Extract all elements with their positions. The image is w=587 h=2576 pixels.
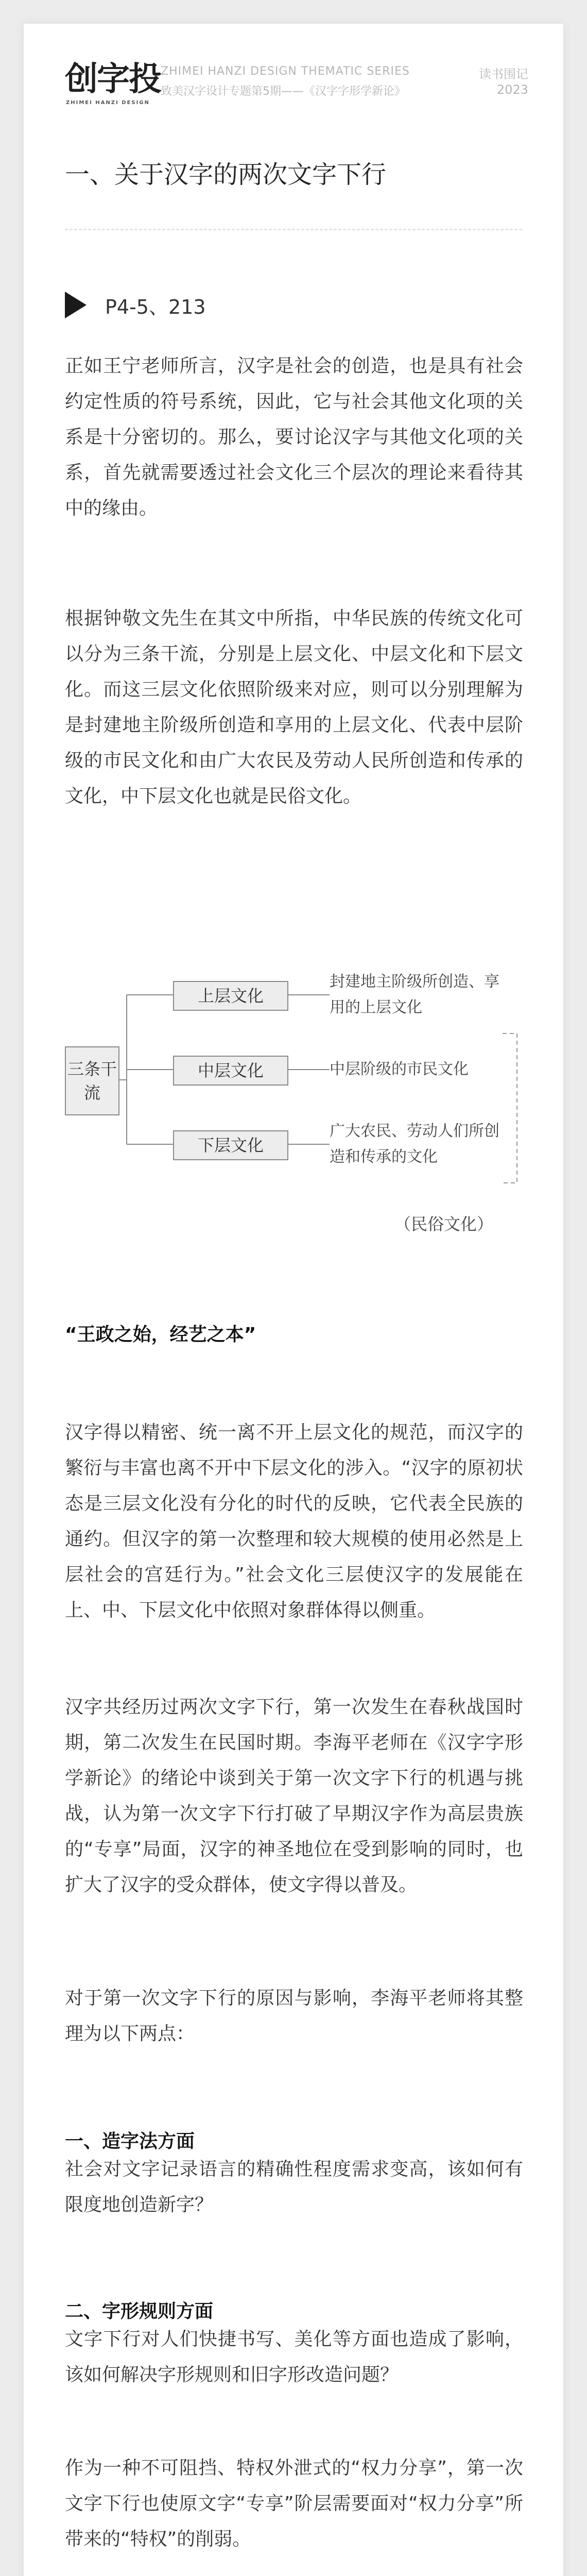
page-reference (65, 290, 206, 320)
paragraph-4: 汉字共经历过两次文字下行，第一次发生在春秋战国时期，第二次发生在民国时期。李海平老师在《汉字字形学新论》的绪论中谈到关于第一次文字下行的机遇与挑战，认为第一次文字下行打破了早期汉字作为高层贵族的“专享”局面，汉字的神圣地位在受到影响的同时，也扩大了汉字的受众群体，使文字得以普及。 (65, 1697, 523, 1895)
paragraph-1: 正如王宁老师所言，汉字是社会的创造，也是具有社会约定性质的符号系统，因此，它与社会其他文化项的关系是十分密切的。那么，要讨论汉字与其他文化项的关系，首先就需要透过社会文化三个层次的理论来看待其中的缘由。 (65, 355, 523, 519)
header (65, 60, 528, 122)
diagram-upper-box (173, 981, 288, 1011)
diagram-middle-label: 中层文化 (197, 1061, 264, 1080)
section-heading-2: 二、字形规则方面 (65, 2301, 214, 2322)
diagram-middle-box (173, 1056, 288, 1086)
quote-heading: “王政之始，经艺之本” (65, 1324, 256, 1345)
notes-year: 2023 (496, 82, 528, 97)
diagram-lower-desc: 广大农民、劳动人们所创造和传承的文化 (330, 1122, 499, 1166)
brand-logo: 创字投 (65, 60, 161, 98)
article-card (24, 24, 563, 2576)
brand-logo-subtitle: ZHIMEI HANZI DESIGN (66, 100, 150, 106)
diagram-lower-box (173, 1130, 288, 1160)
culture-layers-diagram (65, 946, 528, 1255)
paragraph-3: 汉字得以精密、统一离不开上层文化的规范，而汉字的繁衍与丰富也离不开中下层文化的涉入。“汉字的原初状态是三层文化没有分化的时代的反映，它代表全民族的通约。但汉字的第一次整理和较大规模的使用必然是上层社会的宫廷行为。”社会文化三层使汉字的发展能在上、中、下层文化中依照对象群体得以侧重。 (65, 1422, 523, 1621)
notes-label: 读书围记 (479, 67, 528, 81)
diagram-folk-label: （民俗文化） (394, 1214, 494, 1234)
paragraph-2: 根据钟敬文先生在其文中所指，中华民族的传统文化可以分为三条干流，分别是上层文化、中层文化和下层文化。而这三层文化依照阶级来对应，则可以分别理解为是封建地主阶级所创造和享用的上层文化、代表中层阶级的市民文化和由广大农民及劳动人民所创造和传承的文化，中下层文化也就是民俗文化。 (65, 608, 523, 807)
series-title-en: ZHIMEI HANZI DESIGN THEMATIC SERIES (161, 65, 410, 78)
diagram-middle-desc: 中层阶级的市民文化 (330, 1060, 469, 1078)
diagram-lower-label: 下层文化 (197, 1136, 264, 1155)
series-title-cn: 致美汉字设计专题第5期——《汉字字形学新论》 (161, 85, 406, 98)
paragraph-7: 文字下行对人们快捷书写、美化等方面也造成了影响，该如何解决字形规则和旧字形改造问题？ (65, 2329, 523, 2385)
diagram-upper-desc: 封建地主阶级所创造、享用的上层文化 (330, 973, 499, 1016)
paragraph-8: 作为一种不可阻挡、特权外泄式的“权力分享”，第一次文字下行也使原文字“专享”阶层需要面对“权力分享”所带来的“特权”的削弱。 (65, 2458, 523, 2550)
paragraph-5: 对于第一次文字下行的原因与影响，李海平老师将其整理为以下两点： (65, 1988, 523, 2044)
play-icon (65, 292, 87, 318)
page-reference-text: P4-5、213 (105, 295, 206, 318)
section-heading-1: 一、造字法方面 (65, 2131, 195, 2152)
dashed-divider (65, 229, 522, 230)
diagram-root-box (65, 1046, 119, 1115)
paragraph-6: 社会对文字记录语言的精确性程度需求变高，该如何有限度地创造新字？ (65, 2159, 523, 2215)
page-title: 一、关于汉字的两次文字下行 (65, 160, 387, 189)
diagram-root-label: 三条干流 (67, 1059, 117, 1103)
diagram-upper-label: 上层文化 (197, 986, 264, 1006)
